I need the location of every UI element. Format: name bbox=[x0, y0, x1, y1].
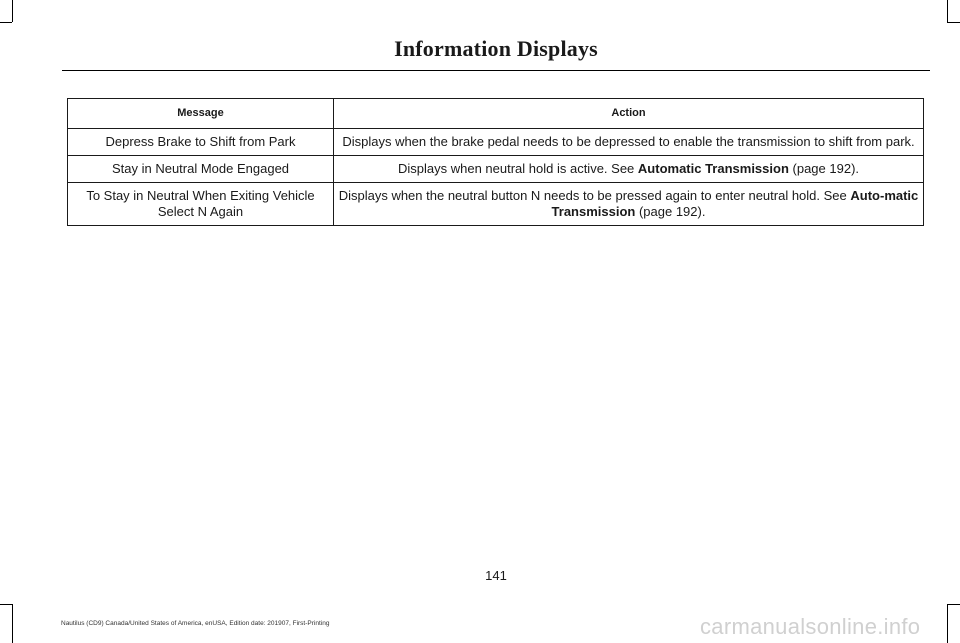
edition-footer: Nautilus (CD9) Canada/United States of America, enUSA, Edition date: 201907, First-Printing bbox=[61, 620, 330, 627]
cross-reference-link[interactable]: Auto-matic Transmission bbox=[551, 188, 919, 219]
page-title: Information Displays bbox=[394, 36, 598, 61]
message-cell: Stay in Neutral Mode Engaged bbox=[68, 156, 334, 183]
page-number: 141 bbox=[485, 568, 507, 583]
message-cell: Depress Brake to Shift from Park bbox=[68, 129, 334, 156]
title-divider bbox=[62, 70, 930, 71]
crop-mark-top-left-vertical bbox=[12, 0, 13, 22]
action-cell bbox=[334, 183, 924, 226]
table-row bbox=[68, 156, 924, 183]
table-header-row bbox=[68, 99, 924, 129]
action-text: Displays when the neutral button N needs to be pressed again to enter neutral hold. See bbox=[338, 188, 847, 203]
column-header-message: Message bbox=[68, 99, 334, 129]
action-text: Displays when the brake pedal needs to be depressed to enable the transmission to shift from park. bbox=[342, 134, 915, 149]
crop-mark-bottom-right-horizontal bbox=[947, 604, 960, 605]
crop-mark-bottom-left-horizontal bbox=[0, 604, 12, 605]
column-header-action: Action bbox=[334, 99, 924, 129]
action-text: Displays when neutral hold is active. See bbox=[397, 161, 635, 176]
crop-mark-top-left-horizontal bbox=[0, 22, 12, 23]
messages-table bbox=[67, 98, 924, 226]
cross-reference-link[interactable]: Automatic Transmission bbox=[637, 161, 789, 176]
crop-mark-top-right-horizontal bbox=[947, 22, 960, 23]
action-cell bbox=[334, 129, 924, 156]
table-row bbox=[68, 129, 924, 156]
message-cell: To Stay in Neutral When Exiting Vehicle Select N Again bbox=[68, 183, 334, 226]
watermark: carmanualsonline.info bbox=[700, 614, 921, 639]
page-reference: (page 192). bbox=[792, 161, 860, 176]
crop-mark-bottom-right-vertical bbox=[947, 604, 948, 643]
table-row bbox=[68, 183, 924, 226]
crop-mark-top-right-vertical bbox=[947, 0, 948, 22]
action-cell bbox=[334, 156, 924, 183]
crop-mark-bottom-left-vertical bbox=[12, 604, 13, 643]
page-reference: (page 192). bbox=[638, 204, 706, 219]
